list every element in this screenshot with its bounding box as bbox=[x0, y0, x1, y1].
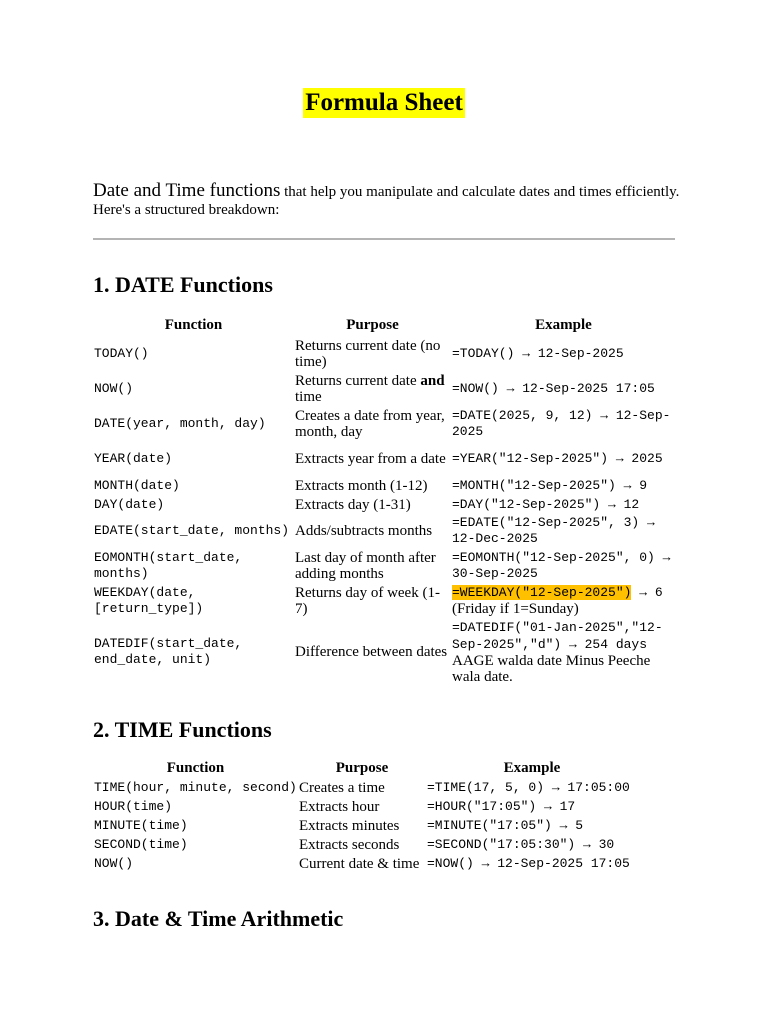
purpose-bold-text: and bbox=[420, 372, 445, 389]
table-row bbox=[93, 778, 638, 797]
intro-lead: Date and Time functions bbox=[93, 180, 281, 201]
header-function: Function bbox=[166, 759, 225, 776]
section-heading-date: 1. DATE Functions bbox=[93, 272, 273, 297]
purpose-cell: Extracts day (1-31) bbox=[295, 496, 411, 513]
table-row bbox=[93, 476, 676, 495]
page-title: Formula Sheet bbox=[305, 89, 463, 116]
example-cell: =MONTH("12-Sep-2025") → 9 bbox=[452, 477, 648, 493]
function-cell: MINUTE(time) bbox=[94, 817, 188, 833]
example-cell: =NOW() → 12-Sep-2025 17:05 bbox=[452, 380, 655, 396]
example-cell: =YEAR("12-Sep-2025") → 2025 bbox=[452, 450, 663, 466]
header-purpose: Purpose bbox=[346, 316, 399, 333]
function-cell: DATEDIF(start_date, end_date, unit) bbox=[94, 636, 243, 667]
purpose-cell: Extracts hour bbox=[299, 798, 380, 815]
function-cell: YEAR(date) bbox=[94, 450, 173, 466]
intro-paragraph bbox=[93, 182, 683, 219]
function-cell: NOW() bbox=[94, 380, 134, 396]
purpose-cell: Extracts minutes bbox=[299, 817, 400, 834]
purpose-cell: Extracts seconds bbox=[299, 836, 400, 853]
table-row bbox=[93, 854, 638, 873]
section-heading-arithmetic: 3. Date & Time Arithmetic bbox=[93, 906, 344, 931]
example-cell: =TODAY() → 12-Sep-2025 bbox=[452, 345, 624, 361]
table-row bbox=[93, 835, 638, 854]
example-cell bbox=[451, 583, 676, 618]
header-function: Function bbox=[164, 316, 223, 333]
example-cell: =TIME(17, 5, 0) → 17:05:00 bbox=[427, 779, 630, 795]
example-cell: =DATE(2025, 9, 12) → 12-Sep-2025 bbox=[452, 407, 671, 439]
table-row bbox=[93, 797, 638, 816]
purpose-cell: Returns current date (no time) bbox=[295, 337, 441, 370]
function-cell: NOW() bbox=[94, 855, 134, 871]
highlighted-example: =WEEKDAY("12-Sep-2025") bbox=[452, 585, 632, 600]
function-cell: SECOND(time) bbox=[94, 836, 188, 852]
purpose-cell: Difference between dates bbox=[295, 644, 448, 660]
purpose-text: Returns current date bbox=[295, 372, 421, 389]
table-row bbox=[93, 406, 676, 441]
table-row bbox=[93, 336, 676, 371]
example-cell: =EDATE("12-Sep-2025", 3) → 12-Dec-2025 bbox=[452, 515, 655, 546]
function-cell: DATE(year, month, day) bbox=[94, 415, 266, 431]
table-row bbox=[93, 514, 676, 548]
function-cell: HOUR(time) bbox=[94, 798, 173, 814]
example-cell: =DAY("12-Sep-2025") → 12 bbox=[452, 496, 640, 512]
purpose-cell: Returns day of week (1-7) bbox=[295, 584, 440, 617]
purpose-cell: Extracts year from a date bbox=[295, 450, 446, 467]
table-row bbox=[93, 548, 676, 583]
function-cell: EOMONTH(start_date, months) bbox=[94, 549, 243, 581]
example-note: (Friday if 1=Sunday) bbox=[452, 601, 579, 617]
example-note: AAGE walda date Minus Peeche wala date. bbox=[452, 653, 651, 685]
header-example: Example bbox=[535, 316, 592, 333]
purpose-cell bbox=[294, 371, 451, 406]
function-cell: MONTH(date) bbox=[94, 477, 180, 493]
header-example: Example bbox=[503, 759, 561, 776]
time-functions-table bbox=[93, 758, 638, 873]
example-cell: =MINUTE("17:05") → 5 bbox=[427, 817, 584, 833]
purpose-cell: Extracts month (1-12) bbox=[295, 477, 428, 494]
table-row bbox=[93, 816, 638, 835]
example-result: → 6 bbox=[631, 585, 663, 600]
section-heading-time: 2. TIME Functions bbox=[93, 717, 272, 742]
purpose-cell: Adds/subtracts months bbox=[295, 523, 433, 539]
table-row bbox=[93, 618, 676, 686]
function-cell: WEEKDAY(date, [return_type]) bbox=[94, 584, 204, 616]
purpose-text: time bbox=[295, 388, 322, 405]
table-row bbox=[93, 371, 676, 406]
purpose-cell: Last day of month after adding months bbox=[295, 549, 436, 582]
header-purpose: Purpose bbox=[335, 759, 389, 776]
title-block bbox=[0, 88, 768, 118]
example-cell: =HOUR("17:05") → 17 bbox=[427, 798, 576, 814]
table-header-row bbox=[93, 314, 676, 336]
example-cell: =EOMONTH("12-Sep-2025", 0) → 30-Sep-2025 bbox=[452, 549, 671, 581]
purpose-cell: Creates a date from year, month, day bbox=[295, 407, 445, 440]
table-row bbox=[93, 441, 676, 476]
intro-rest: that help you manipulate and calculate dates and times efficiently. Here's a structured breakdown: bbox=[93, 184, 680, 218]
example-formula: =DATEDIF("01-Jan-2025","12-Sep-2025","d") → 254 days bbox=[452, 620, 663, 652]
purpose-cell: Creates a time bbox=[299, 779, 385, 796]
purpose-cell: Current date & time bbox=[299, 855, 420, 872]
function-cell: TIME(hour, minute, second) bbox=[94, 779, 297, 795]
function-cell: EDATE(start_date, months) bbox=[94, 523, 290, 538]
example-cell bbox=[451, 618, 676, 686]
table-row bbox=[93, 495, 676, 514]
table-header-row bbox=[93, 758, 638, 778]
function-cell: DAY(date) bbox=[94, 496, 165, 512]
example-cell: =NOW() → 12-Sep-2025 17:05 bbox=[427, 855, 630, 871]
example-cell: =SECOND("17:05:30") → 30 bbox=[427, 836, 615, 852]
table-row bbox=[93, 583, 676, 618]
function-cell: TODAY() bbox=[94, 345, 149, 361]
date-functions-table bbox=[93, 314, 676, 686]
horizontal-rule bbox=[93, 238, 675, 240]
